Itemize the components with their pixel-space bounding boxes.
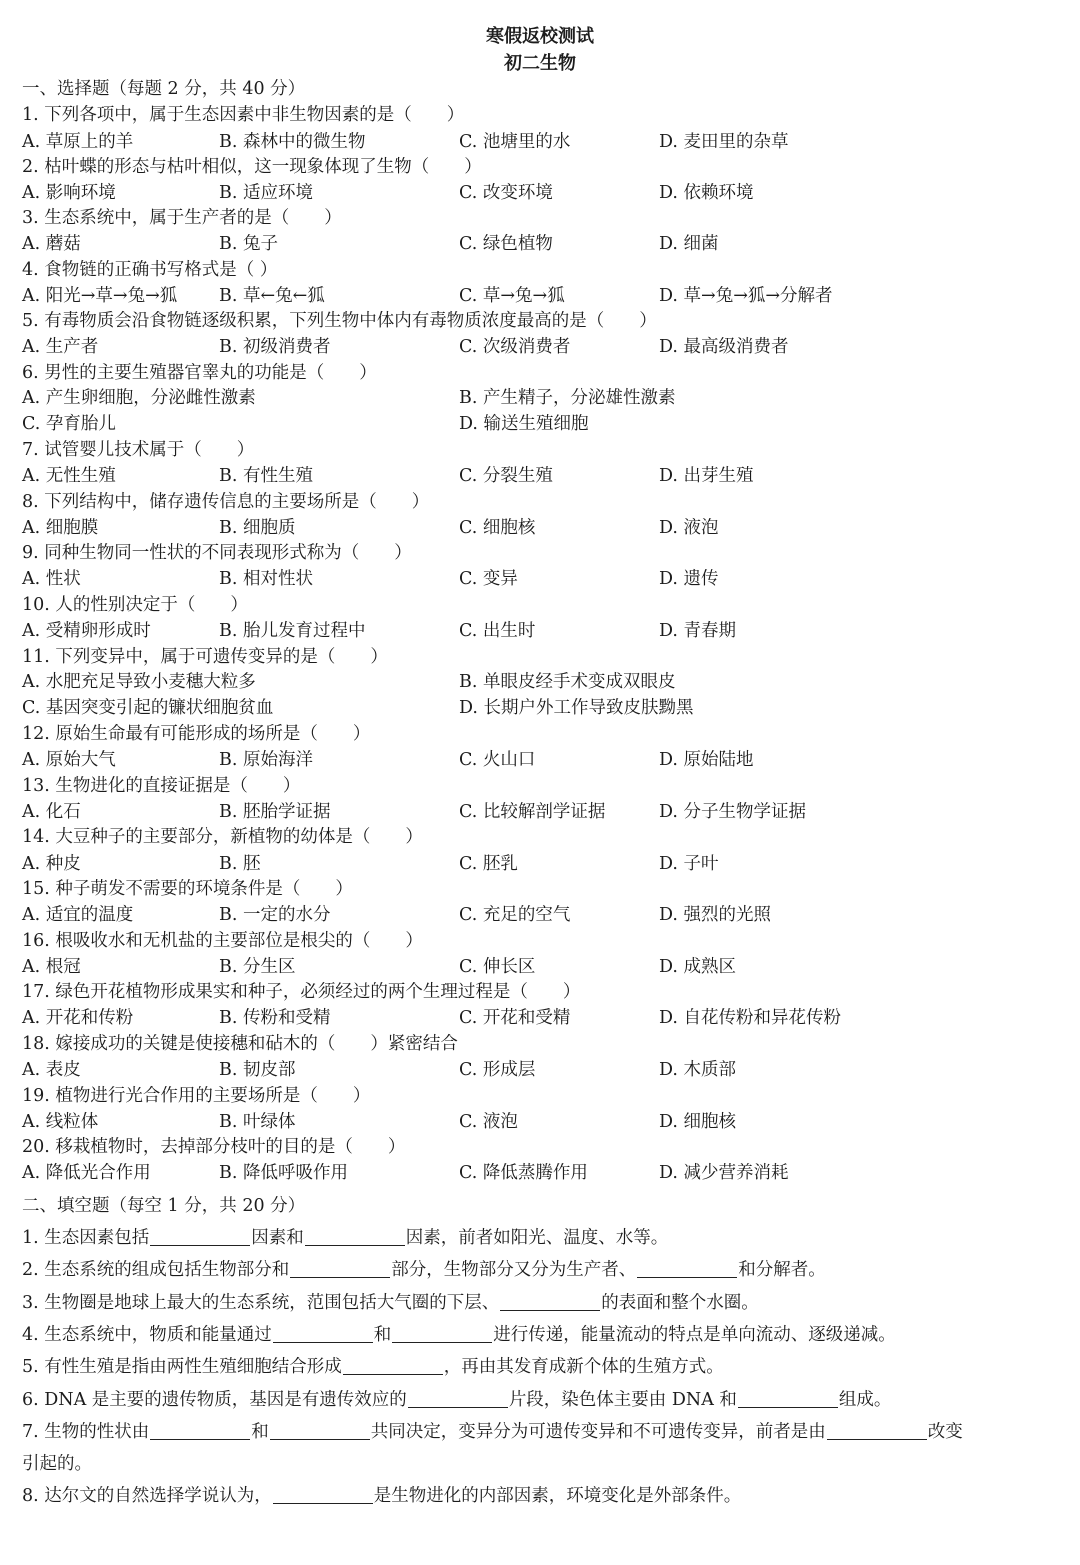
question-11-option-b: B. 单眼皮经手术变成双眼皮: [459, 672, 676, 692]
question-15-option-b: B. 一定的水分: [219, 905, 331, 925]
question-1-option-b: B. 森林中的微生物: [219, 132, 366, 152]
question-14-stem: 14. 大豆种子的主要部分，新植物的幼体是（ ）: [22, 827, 423, 847]
question-4-option-b: B. 草←兔←狐: [219, 286, 325, 306]
question-18-option-d: D. 木质部: [659, 1060, 737, 1080]
answer-blank[interactable]: [637, 1259, 737, 1278]
fill-item-text: 因素，前者如阳光、温度、水等。: [405, 1228, 669, 1248]
exam-title: 寒假返校测试: [486, 26, 594, 47]
fill-item-3: [22, 1291, 759, 1315]
question-5-option-a: A. 生产者: [22, 337, 99, 357]
question-19-option-c: C. 液泡: [459, 1112, 518, 1132]
question-5-option-b: B. 初级消费者: [219, 337, 331, 357]
fill-item-text: 改变: [927, 1422, 963, 1442]
question-13-option-a: A. 化石: [22, 802, 81, 822]
question-3-option-a: A. 蘑菇: [22, 234, 81, 254]
question-3-option-c: C. 绿色植物: [459, 234, 553, 254]
question-12-option-c: C. 火山口: [459, 750, 536, 770]
question-16-option-a: A. 根冠: [22, 957, 81, 977]
question-8-option-c: C. 细胞核: [459, 518, 536, 538]
answer-blank[interactable]: [343, 1356, 443, 1375]
question-14-option-d: D. 子叶: [659, 854, 719, 874]
answer-blank[interactable]: [290, 1259, 390, 1278]
question-17-option-a: A. 开花和传粉: [22, 1008, 134, 1028]
question-3-option-b: B. 兔子: [219, 234, 278, 254]
fill-item-5: [22, 1355, 724, 1379]
question-9-stem: 9. 同种生物同一性状的不同表现形式称为（ ）: [22, 543, 412, 563]
question-6-option-d: D. 输送生殖细胞: [459, 414, 589, 434]
question-16-option-d: D. 成熟区: [659, 957, 737, 977]
question-18-option-c: C. 形成层: [459, 1060, 536, 1080]
question-12-stem: 12. 原始生命最有可能形成的场所是（ ）: [22, 724, 371, 744]
question-6-option-c: C. 孕育胎儿: [22, 414, 116, 434]
fill-item-text: 2. 生态系统的组成包括生物部分和: [22, 1260, 290, 1280]
fill-item-7: [22, 1420, 963, 1444]
question-2-option-b: B. 适应环境: [219, 183, 313, 203]
question-20-option-a: A. 降低光合作用: [22, 1163, 151, 1183]
fill-item-text: 引起的。: [22, 1454, 92, 1474]
question-17-option-d: D. 自花传粉和异花传粉: [659, 1008, 842, 1028]
answer-blank[interactable]: [150, 1421, 250, 1440]
answer-blank[interactable]: [305, 1227, 405, 1246]
fill-item-text: 8. 达尔文的自然选择学说认为，: [22, 1486, 272, 1506]
question-2-option-a: A. 影响环境: [22, 183, 116, 203]
fill-item-text: 进行传递，能量流动的特点是单向流动、逐级递减。: [493, 1325, 896, 1345]
answer-blank[interactable]: [273, 1324, 373, 1343]
question-11-option-a: A. 水肥充足导致小麦穗大粒多: [22, 672, 256, 692]
question-19-option-b: B. 叶绿体: [219, 1112, 296, 1132]
fill-item-text: 部分，生物部分又分为生产者、: [391, 1260, 637, 1280]
question-7-stem: 7. 试管婴儿技术属于（ ）: [22, 440, 255, 460]
question-5-stem: 5. 有毒物质会沿食物链逐级积累，下列生物中体内有毒物质浓度最高的是（ ）: [22, 311, 657, 331]
fill-item-text: 因素和: [251, 1228, 304, 1248]
answer-blank[interactable]: [827, 1421, 927, 1440]
question-13-option-c: C. 比较解剖学证据: [459, 802, 606, 822]
question-11-option-d: D. 长期户外工作导致皮肤黝黑: [459, 698, 694, 718]
question-19-stem: 19. 植物进行光合作用的主要场所是（ ）: [22, 1086, 371, 1106]
fill-item-text: ，再由其发育成新个体的生殖方式。: [443, 1357, 724, 1377]
answer-blank[interactable]: [270, 1421, 370, 1440]
question-3-stem: 3. 生态系统中，属于生产者的是（ ）: [22, 208, 342, 228]
question-4-option-c: C. 草→兔→狐: [459, 286, 565, 306]
question-8-stem: 8. 下列结构中，储存遗传信息的主要场所是（ ）: [22, 492, 430, 512]
question-9-option-c: C. 变异: [459, 569, 518, 589]
question-20-option-b: B. 降低呼吸作用: [219, 1163, 348, 1183]
question-19-option-d: D. 细胞核: [659, 1112, 737, 1132]
question-6-option-a: A. 产生卵细胞，分泌雌性激素: [22, 388, 256, 408]
question-11-stem: 11. 下列变异中，属于可遗传变异的是（ ）: [22, 647, 388, 667]
answer-blank[interactable]: [738, 1389, 838, 1408]
question-15-option-d: D. 强烈的光照: [659, 905, 772, 925]
question-13-option-d: D. 分子生物学证据: [659, 802, 807, 822]
question-13-option-b: B. 胚胎学证据: [219, 802, 331, 822]
question-9-option-a: A. 性状: [22, 569, 81, 589]
question-9-option-d: D. 遗传: [659, 569, 719, 589]
answer-blank[interactable]: [408, 1389, 508, 1408]
question-20-option-d: D. 减少营养消耗: [659, 1163, 789, 1183]
section2-heading: 二、填空题（每空 1 分，共 20 分）: [22, 1196, 306, 1216]
question-6-stem: 6. 男性的主要生殖器官睾丸的功能是（ ）: [22, 363, 377, 383]
question-1-stem: 1. 下列各项中，属于生态因素中非生物因素的是（ ）: [22, 105, 465, 125]
question-12-option-a: A. 原始大气: [22, 750, 116, 770]
fill-item-text: 6. DNA 是主要的遗传物质，基因是有遗传效应的: [22, 1390, 407, 1410]
question-8-option-d: D. 液泡: [659, 518, 719, 538]
question-5-option-d: D. 最高级消费者: [659, 337, 789, 357]
fill-item-1: [22, 1226, 668, 1250]
question-3-option-d: D. 细菌: [659, 234, 719, 254]
question-11-option-c: C. 基因突变引起的镰状细胞贫血: [22, 698, 274, 718]
fill-item-8: [22, 1452, 92, 1476]
question-7-option-a: A. 无性生殖: [22, 466, 116, 486]
fill-item-2: [22, 1258, 826, 1282]
question-14-option-c: C. 胚乳: [459, 854, 518, 874]
question-13-stem: 13. 生物进化的直接证据是（ ）: [22, 776, 301, 796]
question-12-option-d: D. 原始陆地: [659, 750, 754, 770]
fill-item-text: 4. 生态系统中，物质和能量通过: [22, 1325, 272, 1345]
answer-blank[interactable]: [500, 1292, 600, 1311]
question-9-option-b: B. 相对性状: [219, 569, 313, 589]
fill-item-4: [22, 1323, 896, 1347]
question-4-option-a: A. 阳光→草→兔→狐: [22, 286, 178, 306]
question-17-stem: 17. 绿色开花植物形成果实和种子，必须经过的两个生理过程是（ ）: [22, 982, 581, 1002]
question-18-option-a: A. 表皮: [22, 1060, 81, 1080]
fill-item-text: 5. 有性生殖是指由两性生殖细胞结合形成: [22, 1357, 342, 1377]
question-10-stem: 10. 人的性别决定于（ ）: [22, 595, 248, 615]
question-2-option-c: C. 改变环境: [459, 183, 553, 203]
question-16-option-c: C. 伸长区: [459, 957, 536, 977]
fill-item-text: 和: [251, 1422, 269, 1442]
fill-item-text: 3. 生物圈是地球上最大的生态系统，范围包括大气圈的下层、: [22, 1293, 500, 1313]
question-1-option-c: C. 池塘里的水: [459, 132, 571, 152]
fill-item-text: 和: [373, 1325, 392, 1345]
fill-item-text: 7. 生物的性状由: [22, 1422, 150, 1442]
section1-heading: 一、选择题（每题 2 分，共 40 分）: [22, 79, 306, 99]
question-15-option-c: C. 充足的空气: [459, 905, 571, 925]
question-10-option-a: A. 受精卵形成时: [22, 621, 151, 641]
question-2-option-d: D. 依赖环境: [659, 183, 754, 203]
answer-blank[interactable]: [392, 1324, 492, 1343]
fill-item-text: 片段，染色体主要由 DNA 和: [508, 1390, 737, 1410]
answer-blank[interactable]: [150, 1227, 250, 1246]
question-1-option-d: D. 麦田里的杂草: [659, 132, 789, 152]
question-15-option-a: A. 适宜的温度: [22, 905, 134, 925]
question-20-option-c: C. 降低蒸腾作用: [459, 1163, 588, 1183]
question-8-option-a: A. 细胞膜: [22, 518, 99, 538]
fill-item-9: [22, 1484, 741, 1508]
fill-item-text: 的表面和整个水圈。: [601, 1293, 759, 1313]
question-5-option-c: C. 次级消费者: [459, 337, 571, 357]
question-10-option-b: B. 胎儿发育过程中: [219, 621, 366, 641]
question-7-option-c: C. 分裂生殖: [459, 466, 553, 486]
question-15-stem: 15. 种子萌发不需要的环境条件是（ ）: [22, 879, 353, 899]
question-1-option-a: A. 草原上的羊: [22, 132, 134, 152]
fill-item-text: 共同决定，变异分为可遗传变异和不可遗传变异，前者是由: [370, 1422, 826, 1442]
question-10-option-c: C. 出生时: [459, 621, 536, 641]
question-16-option-b: B. 分生区: [219, 957, 296, 977]
question-17-option-b: B. 传粉和受精: [219, 1008, 331, 1028]
question-17-option-c: C. 开花和受精: [459, 1008, 571, 1028]
question-4-stem: 4. 食物链的正确书写格式是（ ）: [22, 260, 278, 280]
answer-blank[interactable]: [273, 1485, 373, 1504]
question-19-option-a: A. 线粒体: [22, 1112, 99, 1132]
question-2-stem: 2. 枯叶蝶的形态与枯叶相似，这一现象体现了生物（ ）: [22, 157, 482, 177]
question-20-stem: 20. 移栽植物时，去掉部分枝叶的目的是（ ）: [22, 1137, 406, 1157]
question-14-option-a: A. 种皮: [22, 854, 81, 874]
question-16-stem: 16. 根吸收水和无机盐的主要部位是根尖的（ ）: [22, 931, 423, 951]
question-10-option-d: D. 青春期: [659, 621, 737, 641]
question-18-option-b: B. 韧皮部: [219, 1060, 296, 1080]
question-4-option-d: D. 草→兔→狐→分解者: [659, 286, 833, 306]
question-8-option-b: B. 细胞质: [219, 518, 296, 538]
fill-item-6: [22, 1388, 891, 1412]
question-6-option-b: B. 产生精子，分泌雄性激素: [459, 388, 676, 408]
fill-item-text: 1. 生态因素包括: [22, 1228, 150, 1248]
fill-item-text: 和分解者。: [738, 1260, 826, 1280]
fill-item-text: 是生物进化的内部因素，环境变化是外部条件。: [373, 1486, 742, 1506]
exam-subtitle: 初二生物: [504, 53, 576, 74]
question-14-option-b: B. 胚: [219, 854, 261, 874]
fill-item-text: 组成。: [838, 1390, 892, 1410]
question-18-stem: 18. 嫁接成功的关键是使接穗和砧木的（ ）紧密结合: [22, 1034, 458, 1054]
question-7-option-d: D. 出芽生殖: [659, 466, 754, 486]
question-7-option-b: B. 有性生殖: [219, 466, 313, 486]
question-12-option-b: B. 原始海洋: [219, 750, 313, 770]
